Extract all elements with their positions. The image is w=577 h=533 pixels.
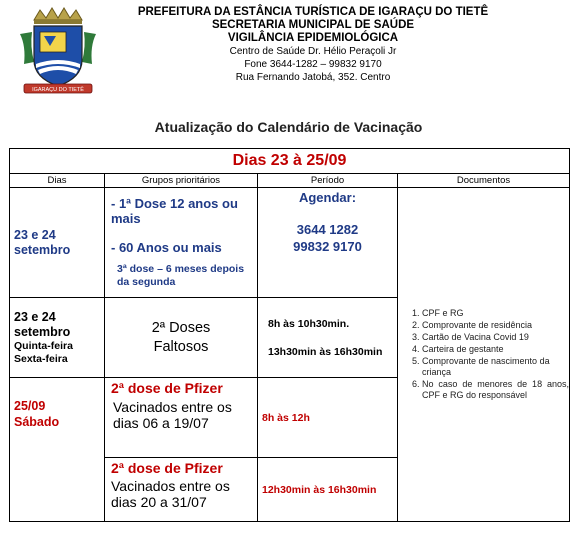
- header-line-6: Rua Fernando Jatobá, 352. Centro: [235, 72, 391, 83]
- row2-dias-day-1: Quinta-feira: [14, 339, 73, 352]
- col-header-documentos: Documentos: [398, 174, 570, 188]
- header-line-1: PREFEITURA DA ESTÂNCIA TURÍSTICA DE IGARAÇU DO TIETÊ: [137, 6, 489, 18]
- row1-grupo-b: - 60 Anos ou mais: [111, 240, 222, 255]
- row3-dias: [10, 378, 105, 522]
- table-row: [10, 188, 570, 298]
- row3-grupo: [105, 378, 258, 458]
- row1-grupo-c: 3ª dose – 6 meses depois da segunda: [117, 263, 245, 288]
- row1-agendar: Agendar:: [298, 190, 357, 205]
- row3-dias-day: Sábado: [14, 415, 60, 429]
- row1-dias: 23 e 24 setembro: [10, 188, 105, 298]
- row3-periodo: 8h às 12h: [258, 378, 398, 458]
- row2-periodo-2: 13h30min às 16h30min: [268, 345, 383, 358]
- row2-periodo: [258, 298, 398, 378]
- row3-grupo-desc: Vacinados entre os dias 06 a 19/07: [113, 399, 232, 431]
- header-line-4: Centro de Saúde Dr. Hélio Peraçoli Jr: [229, 46, 397, 57]
- letterhead-text: [98, 6, 528, 84]
- row3-dias-date: 25/09: [14, 399, 46, 413]
- document-item-6: 6. No caso de menores de 18 anos, CPF e RG do responsável: [422, 379, 569, 401]
- header-line-3: VIGILÂNCIA EPIDEMIOLÓGICA: [227, 32, 399, 44]
- row2-dias: [10, 298, 105, 378]
- row1-grupos: [105, 188, 258, 298]
- document-item-3: 3. Cartão de Vacina Covid 19: [422, 332, 569, 343]
- row4-grupo: [105, 458, 258, 522]
- col-header-grupos: Grupos prioritários: [105, 174, 258, 188]
- letterhead: [0, 0, 577, 100]
- vaccination-schedule-table: [9, 148, 570, 522]
- page-title: Atualização do Calendário de Vacinação: [154, 119, 423, 135]
- row1-phone-1: 3644 1282: [296, 222, 359, 237]
- document-item-5: 5. Comprovante de nascimento da criança: [422, 356, 569, 378]
- documents-list: [398, 188, 570, 522]
- row2-grupo: 2ª Doses Faltosos: [105, 298, 258, 378]
- header-line-2: SECRETARIA MUNICIPAL DE SAÚDE: [211, 19, 415, 31]
- crest-ribbon-text: IGARAÇU DO TIETÊ: [32, 87, 84, 93]
- header-line-5: Fone 3644-1282 – 99832 9170: [244, 59, 382, 70]
- document-item-1: 1. CPF e RG: [422, 308, 569, 319]
- row3-grupo-title: 2ª dose de Pfizer: [111, 380, 223, 396]
- document-item-2: 2. Comprovante de residência: [422, 320, 569, 331]
- col-header-periodo: Período: [258, 174, 398, 188]
- row4-grupo-title: 2ª dose de Pfizer: [111, 460, 223, 476]
- row2-dias-day-2: Sexta-feira: [14, 352, 68, 365]
- col-header-dias: Dias: [10, 174, 105, 188]
- row1-phone-2: 99832 9170: [293, 239, 362, 254]
- row1-grupo-a: - 1ª Dose 12 anos ou mais: [111, 196, 238, 226]
- period-header: Dias 23 à 25/09: [10, 149, 570, 174]
- row2-periodo-1: 8h às 10h30min.: [268, 317, 350, 330]
- row2-dias-date: 23 e 24 setembro: [14, 309, 71, 339]
- row4-periodo: 12h30min às 16h30min: [258, 458, 398, 522]
- row1-periodo: [258, 188, 398, 298]
- document-item-4: 4. Carteira de gestante: [422, 344, 569, 355]
- city-crest-icon: [16, 6, 100, 96]
- row4-grupo-desc: Vacinados entre os dias 20 a 31/07: [111, 478, 230, 510]
